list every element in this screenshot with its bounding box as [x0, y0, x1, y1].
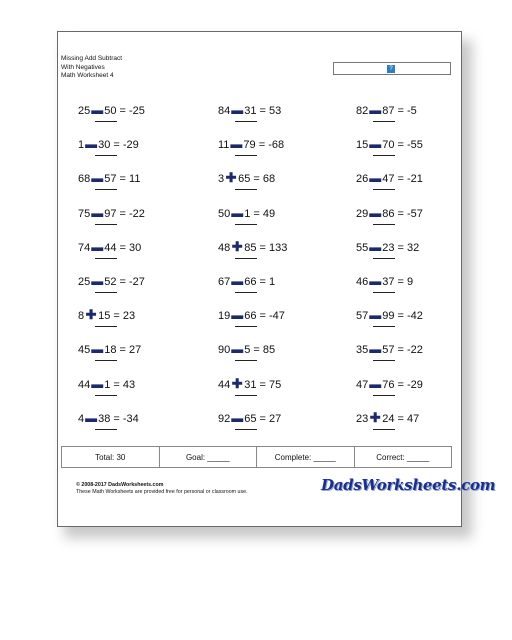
worksheet-page [57, 31, 496, 527]
operand: 11 [218, 139, 230, 152]
problem-item [218, 411, 338, 435]
equation-rest: 57 = -22 [382, 344, 423, 357]
equation [78, 103, 145, 117]
equation-rest: 47 = -21 [382, 173, 423, 186]
equation [218, 240, 287, 254]
problem-item [78, 342, 198, 366]
answer-blank[interactable] [235, 224, 257, 225]
equation-rest: 65 = 68 [238, 173, 276, 186]
operand: 1 [78, 139, 85, 152]
answer-blank[interactable] [95, 155, 117, 156]
equation-rest: 87 = -5 [382, 105, 417, 117]
minus-icon: ▬ [369, 308, 382, 323]
equation [78, 137, 139, 151]
minus-icon: ▬ [91, 239, 104, 254]
minus-icon: ▬ [91, 171, 104, 186]
problem-item [218, 377, 338, 401]
problem-item [78, 137, 198, 161]
answer-blank[interactable] [373, 224, 395, 225]
copyright-line-1: © 2008-2017 DadsWorksheets.com [76, 482, 164, 488]
answer-blank[interactable] [235, 326, 257, 327]
equation [356, 377, 423, 391]
equation-rest: 99 = -42 [382, 310, 423, 323]
equation [78, 342, 141, 356]
equation [78, 411, 139, 425]
equation-rest: 52 = -27 [104, 276, 145, 288]
problem-item [356, 274, 476, 298]
answer-blank[interactable] [235, 395, 257, 396]
copyright [76, 482, 248, 496]
operand: 15 [356, 139, 369, 152]
equation [78, 171, 140, 185]
equation-rest: 66 = 1 [244, 276, 276, 288]
equation-rest: 66 = -47 [244, 310, 285, 323]
equation [218, 411, 281, 425]
answer-blank[interactable] [373, 429, 395, 430]
minus-icon: ▬ [85, 410, 98, 425]
equation-rest: 37 = 9 [382, 276, 414, 288]
minus-icon: ▬ [369, 342, 382, 357]
problem-item [356, 240, 476, 264]
equation [78, 274, 145, 288]
answer-blank[interactable] [235, 155, 257, 156]
operand: 44 [218, 378, 231, 391]
equation [356, 274, 413, 288]
answer-blank[interactable] [235, 258, 257, 259]
minus-icon: ▬ [91, 103, 104, 117]
equation-rest: 5 = 85 [244, 344, 276, 357]
total-cell: Total: 30 [62, 447, 160, 467]
minus-icon: ▬ [231, 342, 244, 357]
answer-blank[interactable] [95, 224, 117, 225]
problem-item [78, 171, 198, 195]
answer-blank[interactable] [373, 360, 395, 361]
plus-icon: ✚ [231, 238, 243, 254]
equation-rest: 50 = -25 [104, 105, 145, 117]
operand: 82 [356, 105, 369, 117]
operand: 57 [356, 310, 369, 323]
plus-icon: ✚ [231, 375, 243, 391]
minus-icon: ▬ [369, 274, 382, 288]
problem-item [78, 274, 198, 298]
copyright-line-2: These Math Worksheets are provided free for personal or classroom use. [76, 488, 248, 495]
operand: 44 [78, 378, 91, 391]
operand: 23 [356, 412, 369, 425]
equation [218, 342, 275, 356]
problem-item [356, 411, 476, 435]
problem-item [356, 377, 476, 401]
minus-icon: ▬ [369, 205, 382, 220]
equation [218, 206, 275, 220]
equation-rest: 85 = 133 [244, 241, 288, 254]
correct-cell: Correct: _____ [376, 452, 430, 462]
minus-icon: ▬ [369, 103, 382, 117]
plus-icon: ✚ [369, 409, 381, 425]
equation-rest: 31 = 75 [244, 378, 282, 391]
answer-blank[interactable] [373, 292, 395, 293]
problem-item [356, 206, 476, 230]
equation [356, 308, 423, 322]
equation [356, 137, 423, 151]
minus-icon: ▬ [231, 274, 244, 288]
equation-rest: 23 = 32 [382, 241, 420, 254]
title-line-2: With Negatives [61, 63, 105, 71]
equation [356, 342, 423, 356]
minus-icon: ▬ [369, 171, 382, 186]
equation-rest: 31 = 53 [244, 105, 282, 117]
problem-item [78, 377, 198, 401]
equation-rest: 57 = 11 [104, 173, 141, 186]
equation [356, 206, 423, 220]
problem-item [356, 308, 476, 332]
equation [218, 308, 285, 322]
score-table [61, 446, 452, 468]
equation-rest: 18 = 27 [104, 344, 142, 357]
minus-icon: ▬ [369, 239, 382, 254]
equation [78, 308, 135, 322]
equation [78, 206, 145, 220]
operand: 46 [356, 276, 369, 288]
answer-blank[interactable] [373, 121, 395, 122]
problem-item [218, 342, 338, 366]
operand: 67 [218, 276, 231, 288]
problem-item [218, 308, 338, 332]
answer-blank[interactable] [95, 326, 117, 327]
equation [356, 171, 423, 185]
answer-blank[interactable] [95, 292, 117, 293]
minus-icon: ▬ [91, 274, 104, 288]
problem-item [218, 274, 338, 298]
equation [356, 240, 419, 254]
equation-rest: 30 = -29 [98, 139, 139, 152]
equation [356, 411, 419, 425]
operand: 29 [356, 207, 369, 220]
equation [218, 377, 281, 391]
plus-icon: ✚ [85, 307, 97, 323]
operand: 55 [356, 241, 369, 254]
plus-icon: ✚ [225, 170, 237, 186]
answer-blank[interactable] [95, 395, 117, 396]
minus-icon: ▬ [369, 376, 382, 391]
problem-item [78, 103, 198, 127]
problem-item [356, 171, 476, 195]
operand: 48 [218, 241, 231, 254]
equation [78, 240, 141, 254]
problem-item [356, 137, 476, 161]
operand: 25 [78, 105, 91, 117]
answer-blank[interactable] [95, 189, 117, 190]
equation-rest: 44 = 30 [104, 241, 142, 254]
minus-icon: ▬ [230, 137, 243, 152]
minus-icon: ▬ [91, 376, 104, 391]
equation [218, 171, 275, 185]
answer-blank[interactable] [373, 258, 395, 259]
equation-rest: 70 = -55 [382, 139, 423, 152]
operand: 8 [78, 310, 85, 323]
answer-blank[interactable] [373, 326, 395, 327]
answer-blank[interactable] [95, 360, 117, 361]
equation-rest: 1 = 43 [104, 378, 136, 391]
problem-item [356, 103, 476, 127]
operand: 75 [78, 207, 91, 220]
problem-item [78, 206, 198, 230]
equation-rest: 76 = -29 [382, 378, 423, 391]
equation-rest: 79 = -68 [243, 139, 285, 152]
answer-blank[interactable] [373, 395, 395, 396]
minus-icon: ▬ [91, 342, 104, 357]
problem-item [218, 240, 338, 264]
answer-blank[interactable] [95, 258, 117, 259]
answer-blank[interactable] [95, 429, 117, 430]
minus-icon: ▬ [231, 308, 244, 323]
answer-blank[interactable] [373, 189, 395, 190]
answer-blank[interactable] [235, 360, 257, 361]
operand: 45 [78, 344, 91, 357]
operand: 84 [218, 105, 231, 117]
equation [218, 274, 275, 288]
operand: 26 [356, 173, 369, 186]
problem-item [218, 171, 338, 195]
equation [356, 103, 417, 117]
equation-rest: 24 = 47 [382, 412, 420, 425]
answer-blank[interactable] [95, 121, 117, 122]
minus-icon: ▬ [231, 103, 244, 117]
operand: 92 [218, 412, 231, 425]
minus-icon: ▬ [369, 137, 382, 152]
operand: 50 [218, 207, 231, 220]
problem-item [78, 308, 198, 332]
operand: 25 [78, 276, 91, 288]
operand: 68 [78, 173, 91, 186]
answer-blank[interactable] [235, 189, 257, 190]
operand: 90 [218, 344, 231, 357]
problem-item [356, 342, 476, 366]
equation-rest: 86 = -57 [382, 207, 423, 220]
title-line-1: Missing Add Subtract [61, 55, 123, 62]
equation-rest: 38 = -34 [98, 412, 139, 425]
goal-cell: Goal: _____ [160, 447, 258, 467]
equation-rest: 97 = -22 [104, 207, 145, 220]
equation-rest: 1 = 49 [244, 207, 276, 220]
answer-blank[interactable] [373, 155, 395, 156]
minus-icon: ▬ [231, 410, 244, 425]
equation-rest: 65 = 27 [244, 412, 282, 425]
minus-icon: ▬ [91, 205, 104, 220]
equation [218, 103, 281, 117]
problem-item [218, 206, 338, 230]
problem-item [78, 240, 198, 264]
operand: 19 [218, 310, 231, 323]
operand: 74 [78, 241, 91, 254]
problem-item [218, 103, 338, 127]
operand: 35 [356, 344, 369, 357]
question-icon: ? [387, 65, 395, 73]
operand: 47 [356, 378, 369, 391]
title-line-3: Math Worksheet 4 [61, 72, 114, 80]
problem-item [78, 411, 198, 435]
operand: 3 [218, 173, 225, 186]
equation-rest: 15 = 23 [98, 310, 136, 323]
complete-cell: Complete: _____ [257, 447, 355, 467]
equation [218, 137, 284, 151]
problem-item [218, 137, 338, 161]
dadsworksheets-logo: DadsWorksheets.com [321, 476, 496, 494]
answer-blank[interactable] [235, 429, 257, 430]
minus-icon: ▬ [231, 205, 244, 220]
answer-blank[interactable] [235, 121, 257, 122]
equation [78, 377, 135, 391]
answer-blank[interactable] [235, 292, 257, 293]
minus-icon: ▬ [85, 137, 98, 152]
operand: 4 [78, 412, 85, 425]
